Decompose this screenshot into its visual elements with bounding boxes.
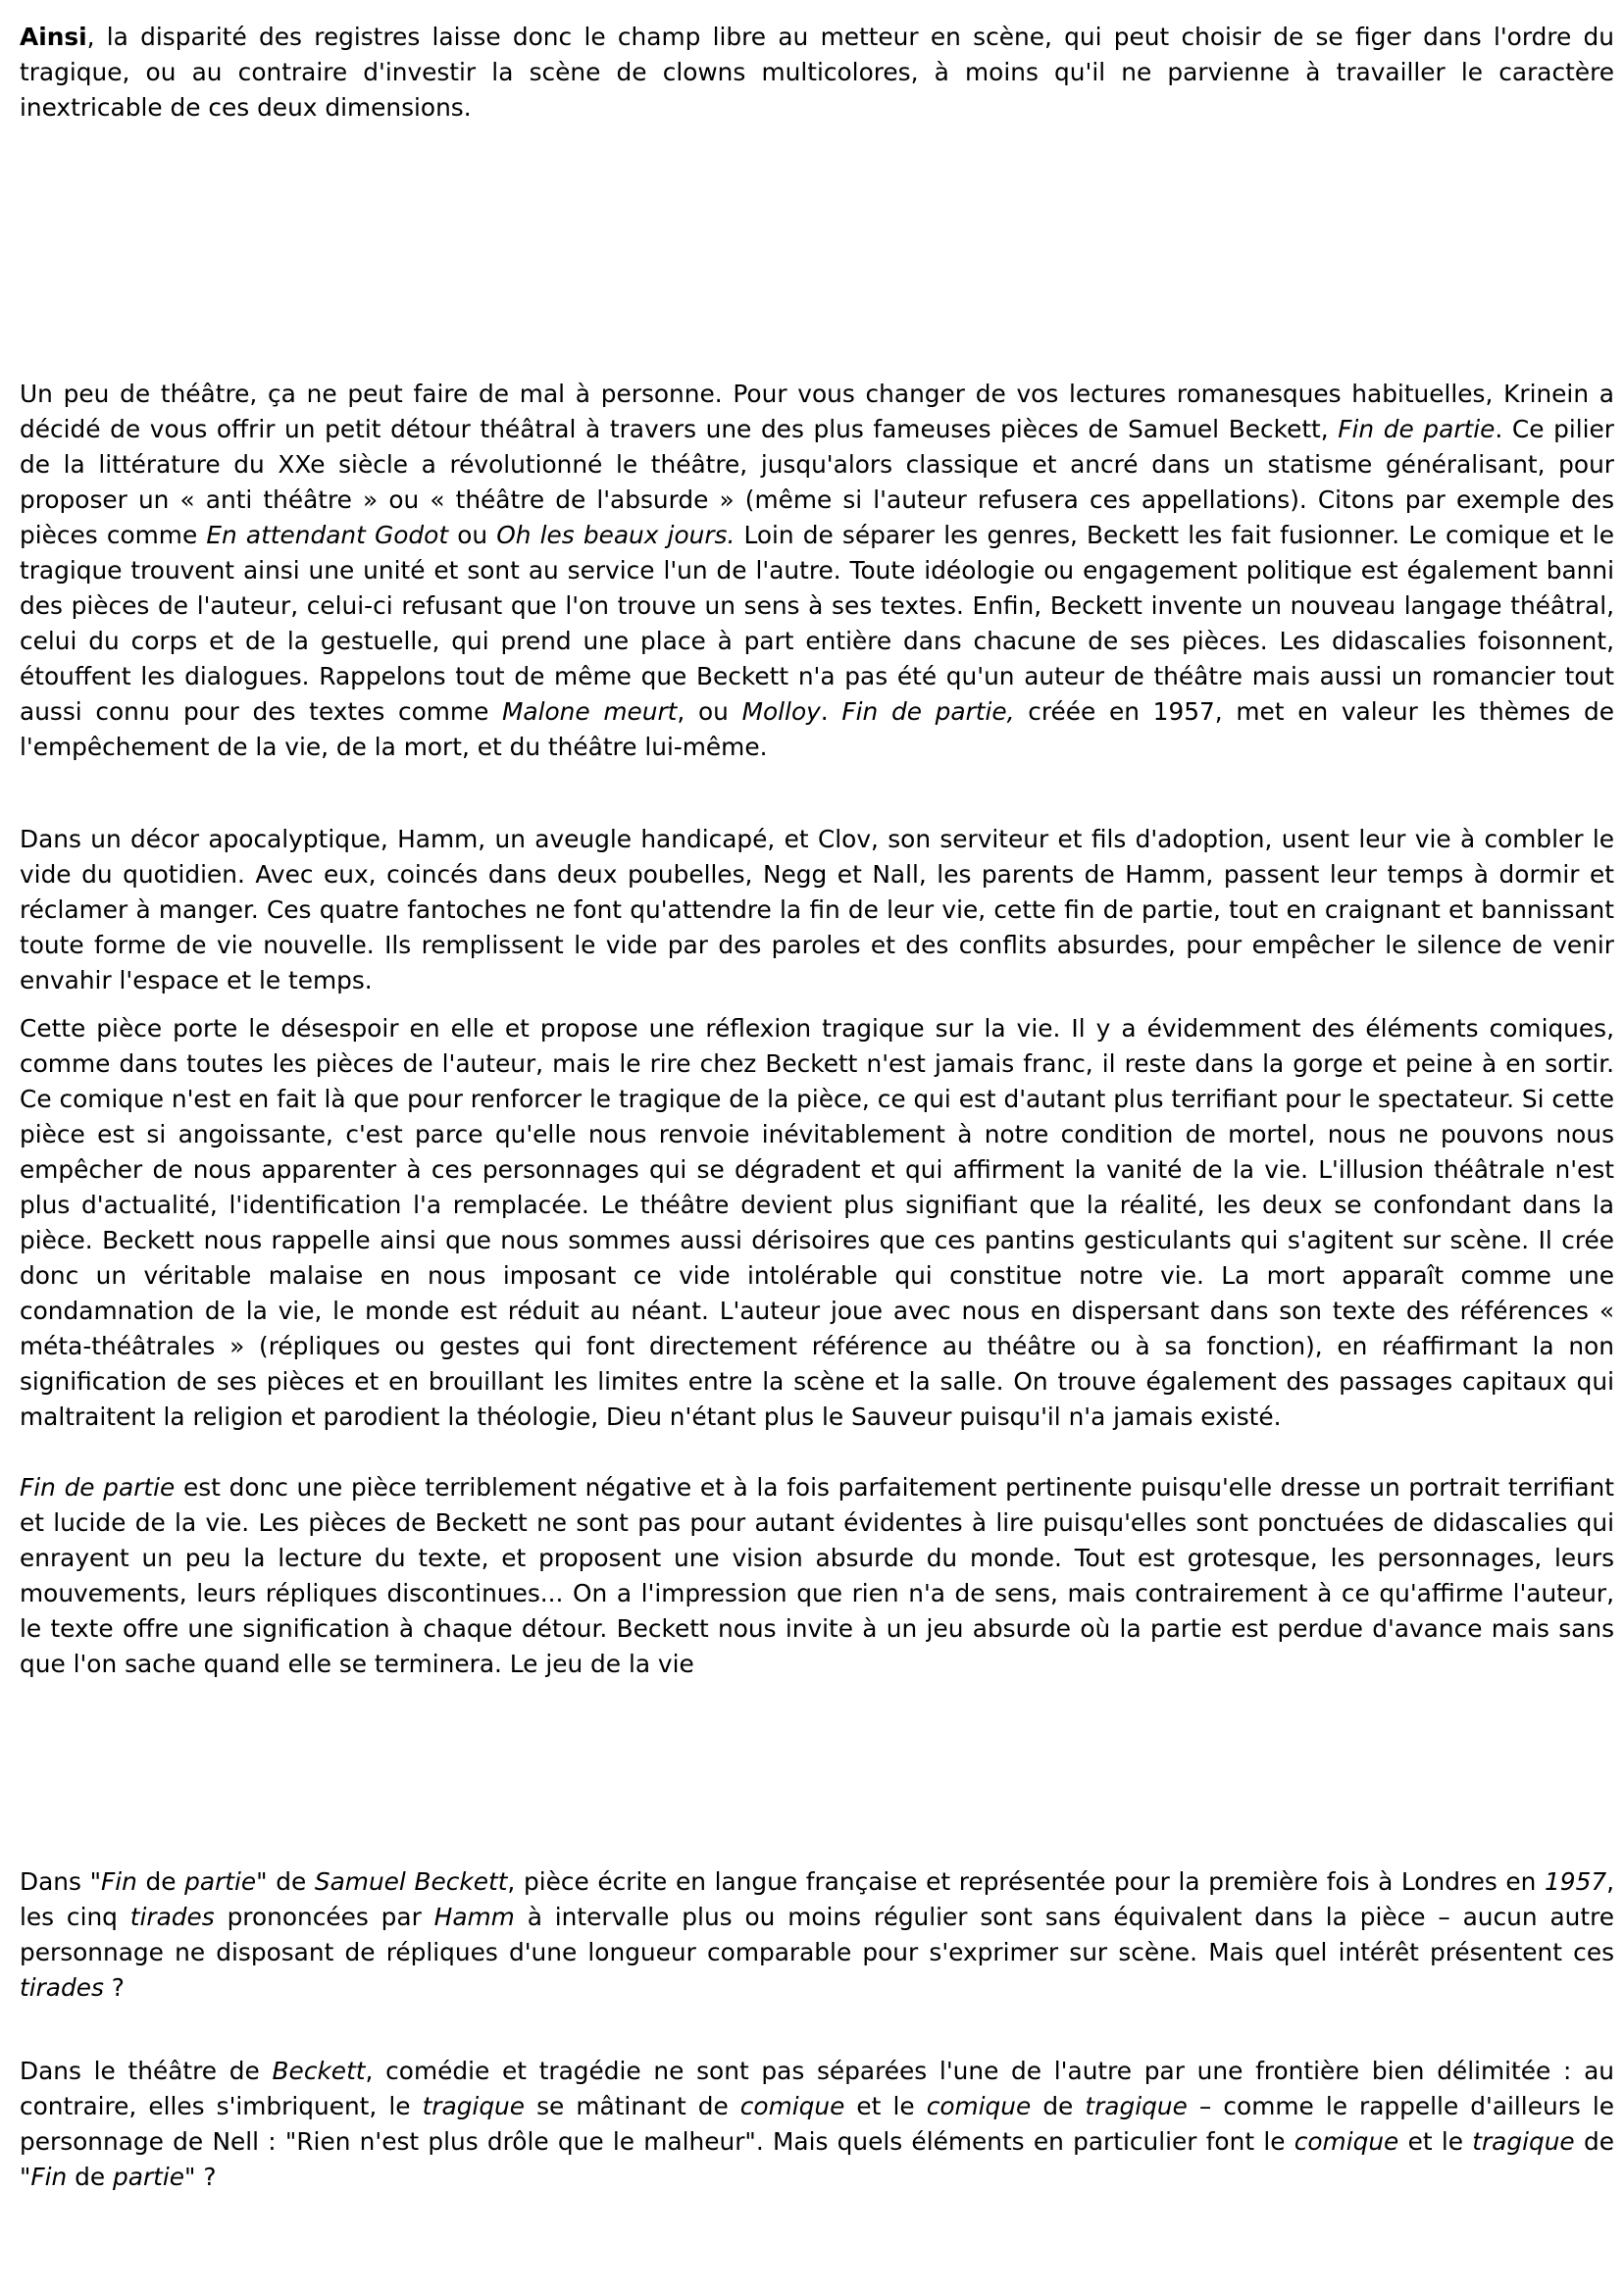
review-paragraph-3: Cette pièce porte le désespoir en elle et propose une réflexion tragique sur la vie. Il y a évidemment des éléments comiques, comme dans toutes les pièces de l'auteur, mais le rire chez Beckett n'est jamais franc, il reste dans la gorge et peine à en sortir. Ce comique n'est en fait là que pour renforcer le tragique de la pièce, ce qui est d'autant plus terrifiant pour le spectateur. Si cette pièce est si angoissante, c'est parce qu'elle nous renvoie inévitablement à notre condition de mortel, nous ne pouvons nous empêcher de nous apparenter à ces personnages qui se dégradent et qui affirment la vanité de la vie. L'illusion théâtrale n'est plus d'actualité, l'identification l'a remplacée. Le théâtre devient plus signifiant que la réalité, les deux se confondant dans la pièce. Beckett nous rappelle ainsi que nous sommes aussi dérisoires que ces pantins gesticulants qui s'agitent sur scène. Il crée donc un véritable malaise en nous imposant ce vide intolérable qui constitue notre vie. La mort apparaît comme une condamnation de la vie, le monde est réduit au néant. L'auteur joue avec nous en dispersant dans son texte des références « méta-théâtrales » (répliques ou gestes qui font directement référence au théâtre ou à sa fonction), en réaffirmant la non signification de ses pièces et en brouillant les limites entre la scène et la salle. On trouve également des passages capitaux qui maltraitent la religion et parodient la théologie, Dieu n'étant plus le Sauveur puisqu'il n'a jamais existé. bbox=[20, 1014, 1614, 1431]
italic-run: tragique bbox=[1085, 2092, 1188, 2120]
text-run: , comédie et tragédie ne sont pas séparées l'une de l'autre par une frontière bien délimitée : au contraire, elles s'imbriquent, le bbox=[20, 2057, 1614, 2120]
intro-text: , la disparité des registres laisse donc le champ libre au metteur en scène, qui peut choisir de se figer dans l'ordre du tragique, ou au contraire d'investir la scène de clowns multicolores, à moins qu'il ne parvienne à travailler le caractère inextricable de ces deux dimensions. bbox=[20, 23, 1614, 122]
text-run: se mâtinant de bbox=[525, 2092, 740, 2120]
text-run: à intervalle plus ou moins régulier sont sans équivalent dans la pièce – aucun autre personnage ne disposant de répliques d'une longueur comparable pour s'exprimer sur scène. Mais quel intérêt présentent ces bbox=[20, 1903, 1614, 1966]
italic-run: Fin bbox=[30, 2163, 68, 2191]
text-run: , ou bbox=[677, 697, 742, 726]
text-run: " ? bbox=[184, 2163, 217, 2191]
review-paragraph-2: Dans un décor apocalyptique, Hamm, un aveugle handicapé, et Clov, son serviteur et fils d'adoption, usent leur vie à combler le vide du quotidien. Avec eux, coincés dans deux poubelles, Negg et Nall, les parents de Hamm, passent leur temps à dormir et réclamer à manger. Ces quatre fantoches ne font qu'attendre la fin de leur vie, cette fin de partie, tout en craignant et bannissant toute forme de vie nouvelle. Ils remplissent le vide par des paroles et des conflits absurdes, pour empêcher le silence de venir envahir l'espace et le temps. bbox=[20, 825, 1614, 994]
italic-run: comique bbox=[1294, 2127, 1399, 2156]
text-run: ? bbox=[103, 1973, 125, 2002]
italic-run: tragique bbox=[1472, 2127, 1575, 2156]
title-en-attendant-godot: En attendant Godot bbox=[206, 521, 449, 549]
italic-run: tirades bbox=[20, 1973, 104, 2002]
title-fin-de-partie: Fin de partie bbox=[1338, 415, 1496, 443]
title-oh-les-beaux-jours: Oh les beaux jours. bbox=[496, 521, 736, 549]
text-run: , pièce écrite en langue française et représentée pour la première fois à Londres en bbox=[507, 1867, 1546, 1896]
italic-run: partie bbox=[184, 1867, 257, 1896]
text-run: " de bbox=[256, 1867, 315, 1896]
text-run: Dans " bbox=[20, 1867, 101, 1896]
italic-run: tirades bbox=[129, 1903, 215, 1931]
italic-run: tragique bbox=[422, 2092, 526, 2120]
intro-lead-word: Ainsi bbox=[20, 23, 87, 51]
character-name: Hamm bbox=[433, 1903, 515, 1931]
text-run: . Ce pilier de la littérature du XXe siècle a révolutionné le théâtre, jusqu'alors classique et ancré dans un statisme généralisant, pour proposer un « anti théâtre » ou « théâtre de l'absurde » (même si l'auteur refusera ces appellations). Citons par exemple des pièces comme bbox=[20, 415, 1614, 549]
text-run: Un peu de théâtre, ça ne peut faire de mal à personne. Pour vous changer de vos lectures romanesques habituelles, Krinein a décidé de vous offrir un petit détour théâtral à travers une des plus fameuses pièces de Samuel Beckett, bbox=[20, 380, 1614, 443]
italic-run: comique bbox=[739, 2092, 845, 2120]
text-run: est donc une pièce terriblement négative et à la fois parfaitement pertinente puisqu'elle dresse un portrait terrifiant et lucide de la vie. Les pièces de Beckett ne sont pas pour autant évidentes à lire puisqu'elles sont ponctuées de didascalies qui enrayent un peu la lecture du texte, et proposent une vision absurde du monde. Tout est grotesque, les personnages, leurs mouvements, leurs répliques discontinues... On a l'impression que rien n'a de sens, mais contrairement à ce qu'affirme l'auteur, le texte offre une signification à chaque détour. Beckett nous invite à un jeu absurde où la partie est perdue d'avance mais sans que l'on sache quand elle se terminera. Le jeu de la vie bbox=[20, 1473, 1614, 1678]
text-run: . bbox=[820, 697, 842, 726]
year: 1957 bbox=[1545, 1867, 1607, 1896]
text-run: prononcées par bbox=[214, 1903, 434, 1931]
essay-paragraph-2 bbox=[20, 2054, 1614, 2195]
text-run: , les cinq bbox=[20, 1867, 1615, 1931]
title-molloy: Molloy bbox=[741, 697, 821, 726]
text-run: de " bbox=[20, 2127, 1614, 2191]
author-name: Beckett bbox=[272, 2057, 366, 2085]
text-run: – comme le rappelle d'ailleurs le personnage de Nell : "Rien n'est plus drôle que le malheur". Mais quels éléments en particulier font le bbox=[20, 2092, 1614, 2156]
review-paragraph-4 bbox=[20, 1470, 1614, 1682]
essay-paragraph-1 bbox=[20, 1864, 1614, 2006]
text-run: Dans le théâtre de bbox=[20, 2057, 273, 2085]
text-run: de bbox=[67, 2163, 114, 2191]
italic-run: partie bbox=[113, 2163, 185, 2191]
text-run: créée en 1957, met en valeur les thèmes de l'empêchement de la vie, de la mort, et du théâtre lui-même. bbox=[20, 697, 1614, 761]
italic-run: comique bbox=[926, 2092, 1032, 2120]
text-run: Loin de séparer les genres, Beckett les fait fusionner. Le comique et le tragique trouvent ainsi une unité et sont au service l'un de l'autre. Toute idéologie ou engagement politique est également banni des pièces de l'auteur, celui-ci refusant que l'on trouve un sens à ses textes. Enfin, Beckett invente un nouveau langage théâtral, celui du corps et de la gestuelle, qui prend une place à part entière dans chacune de ses pièces. Les didascalies foisonnent, étouffent les dialogues. Rappelons tout de même que Beckett n'a pas été qu'un auteur de théâtre mais aussi un romancier tout aussi connu pour des textes comme bbox=[20, 521, 1614, 726]
title-fin-de-partie: Fin de partie bbox=[20, 1473, 176, 1502]
italic-run: Fin bbox=[100, 1867, 137, 1896]
title-malone-meurt: Malone meurt bbox=[502, 697, 678, 726]
review-paragraph-1 bbox=[20, 377, 1614, 765]
text-run: et le bbox=[844, 2092, 927, 2120]
intro-paragraph bbox=[20, 20, 1614, 126]
text-run: ou bbox=[448, 521, 497, 549]
text-run: de bbox=[136, 1867, 185, 1896]
text-run: et le bbox=[1398, 2127, 1473, 2156]
author-name: Samuel Beckett bbox=[314, 1867, 508, 1896]
text-run: de bbox=[1031, 2092, 1086, 2120]
title-fin-de-partie: Fin de partie, bbox=[841, 697, 1015, 726]
